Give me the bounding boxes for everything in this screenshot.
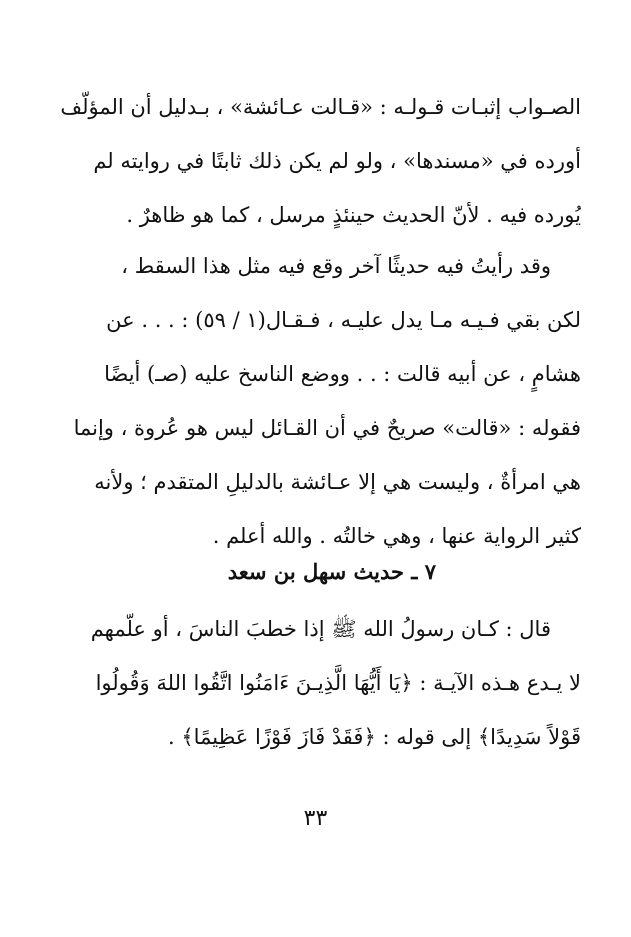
- paragraph-1: [50, 80, 581, 242]
- paragraph-3: [50, 602, 581, 764]
- text-line: قَوْلاً سَدِيدًا﴾ إلى قوله : ﴿فَقَدْ فَازَ فَوْزًا عَظِيمًا﴾ .: [168, 725, 581, 749]
- page-number: ٣٣: [303, 806, 328, 831]
- text-line: أورده في «مسندها» ، ولو لم يكن ذلك ثابتًا في روايته لم: [93, 149, 581, 173]
- text-line: لكن بقي فـيـه مـا يدل عليـه ، فـقـال(١ / ٥٩) : . . . عن: [106, 308, 581, 332]
- paragraph-2: [50, 239, 581, 563]
- text-line: وقد رأيتُ فيه حديثًا آخر وقع فيه مثل هذا السقط ،: [121, 254, 551, 278]
- text-line: كثير الرواية عنها ، وهي خالتُه . والله أعلم .: [212, 524, 581, 548]
- text-line: هشامٍ ، عن أبيه قالت : . . ووضع الناسخ عليه (صـ) أيضًا: [104, 362, 581, 386]
- text-line: لا يـدع هـذه الآيـة : ﴿يَا أَيُّهَا الَّذِيـنَ ءَامَنُوا اتَّقُوا اللهَ وَقُولُوا: [95, 671, 581, 695]
- text-line: فقوله : «قالت» صريحٌ في أن القـائل ليس هو عُروة ، وإنما: [73, 416, 581, 440]
- text-line: يُورده فيه . لأنّ الحديث حينئذٍ مرسل ، كما هو ظاهرٌ .: [126, 203, 581, 227]
- text-line: قال : كـان رسولُ الله ﷺ إذا خطبَ الناسَ ، أو علّمهم: [90, 617, 551, 641]
- text-line: هي امرأةٌ ، وليست هي إلا عـائشة بالدليلِ المتقدم ؛ ولأنه: [94, 470, 581, 494]
- text-line: الصـواب إثبـات قـولـه : «قـالت عـائشة» ، بـدليل أن المؤلّف: [60, 95, 581, 119]
- section-heading: ٧ ـ حديث سهل بن سعد: [227, 559, 436, 584]
